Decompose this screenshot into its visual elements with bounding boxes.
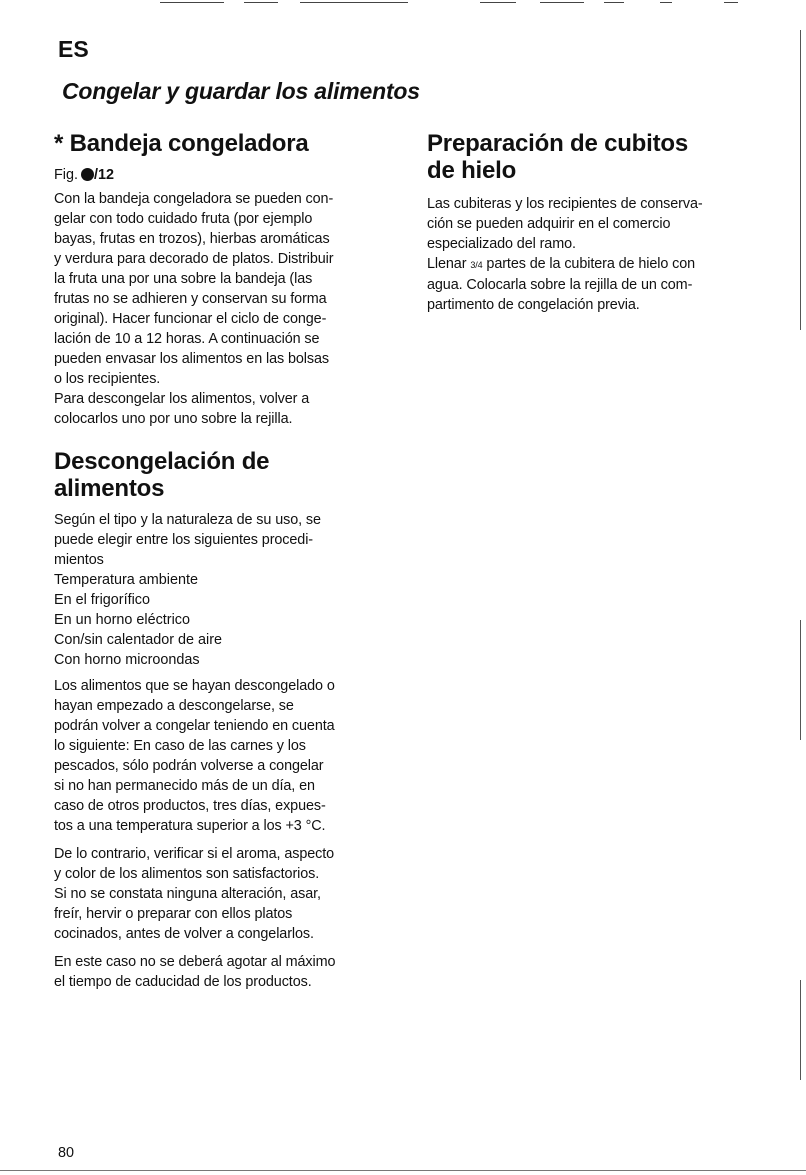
page-number: 80 bbox=[58, 1145, 75, 1161]
top-rule bbox=[160, 2, 224, 3]
list-item: Temperatura ambiente bbox=[54, 572, 198, 588]
top-rule bbox=[540, 2, 584, 3]
heading-cubitos-hielo: Preparación de cubitos de hielo bbox=[427, 130, 689, 184]
section-descongelacion bbox=[54, 448, 404, 992]
top-rule bbox=[604, 2, 624, 3]
paragraph-bandeja: Con la bandeja congeladora se pueden con- gelar con todo cuidado fruta (por ejemplo bayas, frutas en trozos), hierbas aromáticas y verdura para decorado de platos. Distribuir la fruta una por una sobre la bandeja (las frutas no se adhieren y conservan su forma original). Hacer funcionar el ciclo de conge- lación de 10 a 12 horas. A continuación se pueden envasar los alimentos en las bolsas o los recipientes. Para descongelar los alimentos, volver a colocarlos uno por uno sobre la rejilla. bbox=[54, 191, 334, 427]
paragraph-cubiteras: Las cubiteras y los recipientes de conserva- ción se pueden adquirir en el comercio especializado del ramo. Llenar 3/4 partes de la cubitera de hielo con agua. Colocarla sobre la rejilla de un com- partimento de congelación previa. bbox=[427, 196, 703, 313]
list-item: Con/sin calentador de aire bbox=[54, 632, 222, 648]
heading-bandeja-congeladora: * Bandeja congeladora bbox=[54, 130, 309, 157]
list-item: En un horno eléctrico bbox=[54, 612, 190, 628]
list-thaw-methods bbox=[54, 570, 404, 670]
figure-reference: Fig. /12 bbox=[54, 167, 115, 183]
list-item: Con horno microondas bbox=[54, 652, 200, 668]
top-rule bbox=[244, 2, 278, 3]
figure-circle-icon bbox=[81, 168, 94, 181]
scan-edge-line bbox=[800, 30, 801, 330]
heading-descongelacion: Descongelación de alimentos bbox=[54, 448, 270, 502]
section-title: Congelar y guardar los alimentos bbox=[62, 78, 420, 104]
paragraph-descongelacion-intro: Según el tipo y la naturaleza de su uso, se puede elegir entre los siguientes procedi- mientos bbox=[54, 512, 321, 568]
section-cubitos-hielo bbox=[427, 130, 777, 315]
language-code: ES bbox=[58, 36, 89, 62]
top-rule bbox=[724, 2, 738, 3]
scan-edge-line bbox=[800, 620, 801, 740]
top-rule bbox=[480, 2, 516, 3]
section-bandeja-congeladora bbox=[54, 130, 404, 429]
list-item: En el frigorífico bbox=[54, 592, 150, 608]
top-rule bbox=[660, 2, 672, 3]
paragraph-expiry: En este caso no se deberá agotar al máximo el tiempo de caducidad de los productos. bbox=[54, 954, 336, 990]
top-rule bbox=[300, 2, 408, 3]
scan-edge-line bbox=[800, 980, 801, 1080]
paragraph-verification: De lo contrario, verificar si el aroma, aspecto y color de los alimentos son satisfactorios. Si no se constata ninguna alteración, asar, freír, hervir o preparar con ellos platos cocinados, antes de volver a congelarlos. bbox=[54, 846, 335, 942]
bottom-rule bbox=[0, 1170, 806, 1171]
fraction-three-quarters: 3/4 bbox=[470, 260, 483, 270]
paragraph-refreezing: Los alimentos que se hayan descongelado o hayan empezado a descongelarse, se podrán volver a congelar teniendo en cuenta lo siguiente: En caso de las carnes y los pescados, sólo podrán volverse a congelar si no han permanecido más de un día, en caso de otros productos, tres días, expues- tos a una temperatura superior a los +3 °C. bbox=[54, 678, 335, 834]
